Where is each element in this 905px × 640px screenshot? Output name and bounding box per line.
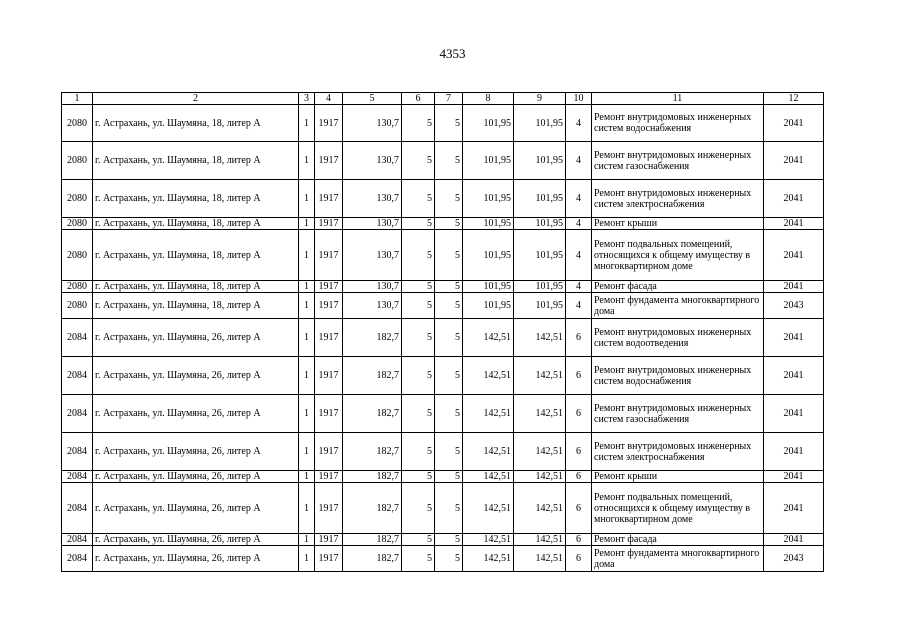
col6-cell: 5	[402, 230, 435, 281]
col7-cell: 5	[435, 357, 463, 395]
col7-cell: 5	[435, 546, 463, 572]
col6-cell: 5	[402, 534, 435, 546]
house-id-cell: 2080	[62, 105, 93, 142]
col10-cell: 4	[566, 105, 592, 142]
col9-cell: 101,95	[514, 293, 566, 319]
col6-cell: 5	[402, 319, 435, 357]
table-row	[62, 534, 824, 546]
col6-cell: 5	[402, 180, 435, 218]
col6-cell: 5	[402, 483, 435, 534]
year-planned-cell: 2041	[764, 395, 824, 433]
area-cell: 130,7	[343, 293, 402, 319]
address-cell: г. Астрахань, ул. Шаумяна, 18, литер А	[93, 142, 299, 180]
column-number: 7	[435, 93, 463, 105]
house-id-cell: 2084	[62, 395, 93, 433]
column-number: 11	[592, 93, 764, 105]
work-type-cell: Ремонт внутридомовых инженерных систем водоснабжения	[592, 357, 764, 395]
col10-cell: 4	[566, 230, 592, 281]
address-cell: г. Астрахань, ул. Шаумяна, 26, литер А	[93, 319, 299, 357]
house-id-cell: 2080	[62, 218, 93, 230]
col8-cell: 142,51	[463, 433, 514, 471]
year-cell: 1917	[315, 433, 343, 471]
address-cell: г. Астрахань, ул. Шаумяна, 26, литер А	[93, 534, 299, 546]
house-id-cell: 2080	[62, 281, 93, 293]
table-row	[62, 357, 824, 395]
col9-cell: 142,51	[514, 546, 566, 572]
work-type-cell: Ремонт внутридомовых инженерных систем электроснабжения	[592, 180, 764, 218]
col8-cell: 101,95	[463, 105, 514, 142]
col10-cell: 6	[566, 483, 592, 534]
col3-cell: 1	[299, 395, 315, 433]
address-cell: г. Астрахань, ул. Шаумяна, 18, литер А	[93, 105, 299, 142]
year-cell: 1917	[315, 546, 343, 572]
col3-cell: 1	[299, 180, 315, 218]
house-id-cell: 2084	[62, 534, 93, 546]
column-number: 5	[343, 93, 402, 105]
col10-cell: 6	[566, 357, 592, 395]
col10-cell: 6	[566, 395, 592, 433]
col9-cell: 142,51	[514, 433, 566, 471]
area-cell: 182,7	[343, 471, 402, 483]
area-cell: 130,7	[343, 230, 402, 281]
col6-cell: 5	[402, 218, 435, 230]
col3-cell: 1	[299, 471, 315, 483]
page-number: 4353	[439, 46, 466, 61]
address-cell: г. Астрахань, ул. Шаумяна, 18, литер А	[93, 218, 299, 230]
year-cell: 1917	[315, 142, 343, 180]
address-cell: г. Астрахань, ул. Шаумяна, 26, литер А	[93, 546, 299, 572]
address-cell: г. Астрахань, ул. Шаумяна, 26, литер А	[93, 395, 299, 433]
year-cell: 1917	[315, 281, 343, 293]
column-number: 6	[402, 93, 435, 105]
col9-cell: 101,95	[514, 142, 566, 180]
col7-cell: 5	[435, 180, 463, 218]
col7-cell: 5	[435, 218, 463, 230]
col8-cell: 101,95	[463, 281, 514, 293]
column-number: 8	[463, 93, 514, 105]
area-cell: 182,7	[343, 534, 402, 546]
area-cell: 182,7	[343, 319, 402, 357]
year-cell: 1917	[315, 230, 343, 281]
table-row	[62, 471, 824, 483]
table-row	[62, 281, 824, 293]
table-row	[62, 395, 824, 433]
year-planned-cell: 2043	[764, 293, 824, 319]
area-cell: 130,7	[343, 105, 402, 142]
year-planned-cell: 2041	[764, 433, 824, 471]
col6-cell: 5	[402, 546, 435, 572]
address-cell: г. Астрахань, ул. Шаумяна, 18, литер А	[93, 281, 299, 293]
table-row	[62, 230, 824, 281]
col6-cell: 5	[402, 105, 435, 142]
col9-cell: 101,95	[514, 281, 566, 293]
year-planned-cell: 2041	[764, 357, 824, 395]
work-type-cell: Ремонт внутридомовых инженерных систем газоснабжения	[592, 142, 764, 180]
year-cell: 1917	[315, 293, 343, 319]
col8-cell: 101,95	[463, 230, 514, 281]
col8-cell: 101,95	[463, 142, 514, 180]
col7-cell: 5	[435, 281, 463, 293]
work-type-cell: Ремонт фасада	[592, 281, 764, 293]
year-planned-cell: 2041	[764, 180, 824, 218]
col6-cell: 5	[402, 142, 435, 180]
col9-cell: 101,95	[514, 218, 566, 230]
year-cell: 1917	[315, 319, 343, 357]
col8-cell: 142,51	[463, 395, 514, 433]
col6-cell: 5	[402, 471, 435, 483]
year-planned-cell: 2041	[764, 471, 824, 483]
address-cell: г. Астрахань, ул. Шаумяна, 26, литер А	[93, 357, 299, 395]
col8-cell: 142,51	[463, 483, 514, 534]
col3-cell: 1	[299, 534, 315, 546]
year-cell: 1917	[315, 395, 343, 433]
col10-cell: 6	[566, 319, 592, 357]
col10-cell: 6	[566, 534, 592, 546]
col9-cell: 142,51	[514, 483, 566, 534]
col8-cell: 101,95	[463, 218, 514, 230]
col6-cell: 5	[402, 293, 435, 319]
column-numbers-row	[62, 93, 824, 105]
column-number: 12	[764, 93, 824, 105]
col7-cell: 5	[435, 395, 463, 433]
work-type-cell: Ремонт внутридомовых инженерных систем водоотведения	[592, 319, 764, 357]
address-cell: г. Астрахань, ул. Шаумяна, 26, литер А	[93, 483, 299, 534]
col8-cell: 101,95	[463, 293, 514, 319]
house-id-cell: 2084	[62, 483, 93, 534]
year-cell: 1917	[315, 483, 343, 534]
col3-cell: 1	[299, 357, 315, 395]
year-planned-cell: 2041	[764, 319, 824, 357]
year-planned-cell: 2041	[764, 534, 824, 546]
col7-cell: 5	[435, 433, 463, 471]
year-cell: 1917	[315, 357, 343, 395]
col3-cell: 1	[299, 218, 315, 230]
house-id-cell: 2084	[62, 433, 93, 471]
table-row	[62, 218, 824, 230]
area-cell: 130,7	[343, 281, 402, 293]
house-id-cell: 2084	[62, 357, 93, 395]
area-cell: 182,7	[343, 546, 402, 572]
col9-cell: 142,51	[514, 471, 566, 483]
col8-cell: 142,51	[463, 546, 514, 572]
year-cell: 1917	[315, 105, 343, 142]
col9-cell: 142,51	[514, 395, 566, 433]
col10-cell: 4	[566, 218, 592, 230]
area-cell: 130,7	[343, 142, 402, 180]
col7-cell: 5	[435, 230, 463, 281]
col6-cell: 5	[402, 433, 435, 471]
column-number: 2	[93, 93, 299, 105]
col9-cell: 142,51	[514, 357, 566, 395]
col7-cell: 5	[435, 105, 463, 142]
col3-cell: 1	[299, 230, 315, 281]
col7-cell: 5	[435, 534, 463, 546]
area-cell: 182,7	[343, 483, 402, 534]
area-cell: 182,7	[343, 357, 402, 395]
address-cell: г. Астрахань, ул. Шаумяна, 26, литер А	[93, 433, 299, 471]
work-type-cell: Ремонт внутридомовых инженерных систем газоснабжения	[592, 395, 764, 433]
col8-cell: 142,51	[463, 319, 514, 357]
year-cell: 1917	[315, 180, 343, 218]
col10-cell: 4	[566, 281, 592, 293]
col10-cell: 4	[566, 142, 592, 180]
table-row	[62, 105, 824, 142]
year-planned-cell: 2041	[764, 230, 824, 281]
year-planned-cell: 2043	[764, 546, 824, 572]
table-body	[62, 105, 824, 572]
area-cell: 130,7	[343, 180, 402, 218]
col10-cell: 6	[566, 471, 592, 483]
col8-cell: 142,51	[463, 357, 514, 395]
house-id-cell: 2080	[62, 142, 93, 180]
table-row	[62, 483, 824, 534]
area-cell: 182,7	[343, 433, 402, 471]
year-cell: 1917	[315, 471, 343, 483]
column-number: 9	[514, 93, 566, 105]
house-id-cell: 2084	[62, 319, 93, 357]
year-cell: 1917	[315, 218, 343, 230]
work-type-cell: Ремонт фасада	[592, 534, 764, 546]
house-id-cell: 2084	[62, 471, 93, 483]
col7-cell: 5	[435, 293, 463, 319]
year-planned-cell: 2041	[764, 105, 824, 142]
col8-cell: 142,51	[463, 534, 514, 546]
work-type-cell: Ремонт крыши	[592, 471, 764, 483]
col6-cell: 5	[402, 395, 435, 433]
col10-cell: 6	[566, 433, 592, 471]
area-cell: 182,7	[343, 395, 402, 433]
house-id-cell: 2080	[62, 230, 93, 281]
year-planned-cell: 2041	[764, 218, 824, 230]
col7-cell: 5	[435, 471, 463, 483]
col10-cell: 6	[566, 546, 592, 572]
col3-cell: 1	[299, 433, 315, 471]
address-cell: г. Астрахань, ул. Шаумяна, 18, литер А	[93, 230, 299, 281]
col6-cell: 5	[402, 281, 435, 293]
col9-cell: 142,51	[514, 319, 566, 357]
work-type-cell: Ремонт подвальных помещений, относящихся к общему имуществу в многоквартирном доме	[592, 483, 764, 534]
column-number: 3	[299, 93, 315, 105]
col8-cell: 142,51	[463, 471, 514, 483]
col10-cell: 4	[566, 180, 592, 218]
address-cell: г. Астрахань, ул. Шаумяна, 18, литер А	[93, 293, 299, 319]
table-row	[62, 319, 824, 357]
year-planned-cell: 2041	[764, 483, 824, 534]
work-type-cell: Ремонт подвальных помещений, относящихся к общему имуществу в многоквартирном доме	[592, 230, 764, 281]
col7-cell: 5	[435, 483, 463, 534]
column-number: 1	[62, 93, 93, 105]
column-number: 4	[315, 93, 343, 105]
col7-cell: 5	[435, 142, 463, 180]
col3-cell: 1	[299, 293, 315, 319]
col9-cell: 101,95	[514, 105, 566, 142]
area-cell: 130,7	[343, 218, 402, 230]
work-type-cell: Ремонт внутридомовых инженерных систем электроснабжения	[592, 433, 764, 471]
address-cell: г. Астрахань, ул. Шаумяна, 26, литер А	[93, 471, 299, 483]
year-cell: 1917	[315, 534, 343, 546]
col9-cell: 101,95	[514, 230, 566, 281]
col3-cell: 1	[299, 281, 315, 293]
col6-cell: 5	[402, 357, 435, 395]
work-type-cell: Ремонт крыши	[592, 218, 764, 230]
column-number: 10	[566, 93, 592, 105]
work-type-cell: Ремонт внутридомовых инженерных систем водоснабжения	[592, 105, 764, 142]
col3-cell: 1	[299, 319, 315, 357]
table-row	[62, 293, 824, 319]
col3-cell: 1	[299, 105, 315, 142]
house-id-cell: 2080	[62, 180, 93, 218]
col9-cell: 101,95	[514, 180, 566, 218]
col3-cell: 1	[299, 142, 315, 180]
table-row	[62, 180, 824, 218]
col3-cell: 1	[299, 546, 315, 572]
address-cell: г. Астрахань, ул. Шаумяна, 18, литер А	[93, 180, 299, 218]
house-id-cell: 2080	[62, 293, 93, 319]
register-table	[61, 92, 824, 572]
house-id-cell: 2084	[62, 546, 93, 572]
col7-cell: 5	[435, 319, 463, 357]
col8-cell: 101,95	[463, 180, 514, 218]
work-type-cell: Ремонт фундамента многоквартирного дома	[592, 546, 764, 572]
col10-cell: 4	[566, 293, 592, 319]
col9-cell: 142,51	[514, 534, 566, 546]
col3-cell: 1	[299, 483, 315, 534]
work-type-cell: Ремонт фундамента многоквартирного дома	[592, 293, 764, 319]
table-row	[62, 546, 824, 572]
table-row	[62, 142, 824, 180]
table-row	[62, 433, 824, 471]
year-planned-cell: 2041	[764, 142, 824, 180]
year-planned-cell: 2041	[764, 281, 824, 293]
